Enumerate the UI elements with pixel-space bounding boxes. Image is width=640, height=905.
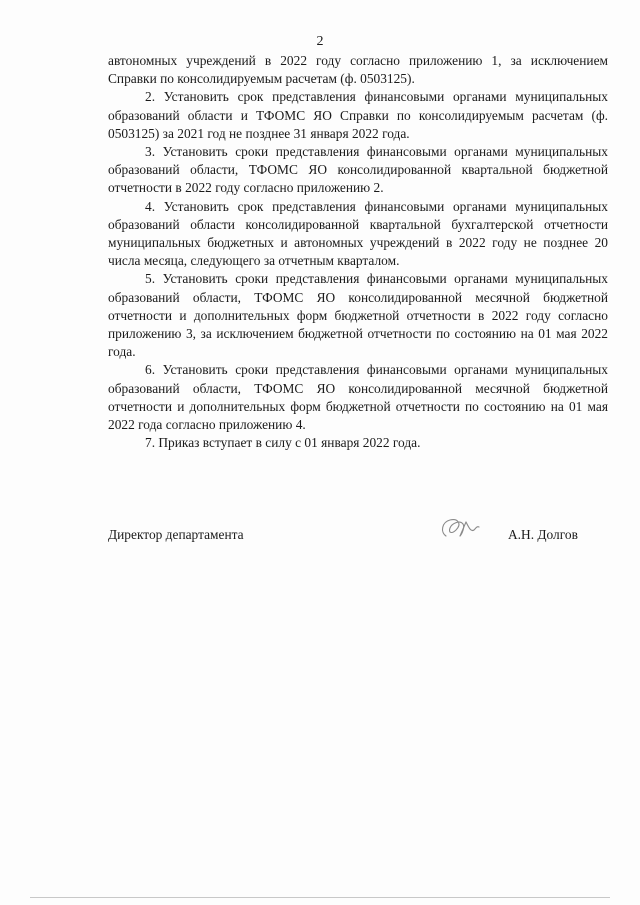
handwritten-signature [436,514,484,544]
paragraph-item-7: 7. Приказ вступает в силу с 01 января 2022 года. [145,435,421,451]
paragraph-item-5: 5. Установить сроки представления финансовыми органами муниципальных образований области, ТФОМС ЯО консолидированной месячной бюджетной отчетности и дополнительных форм бюджетной отчетности в 2022 году согласно приложению 3, за исключением бюджетной отчетности по состоянию на 01 мая 2022 года. [108,271,608,360]
paragraph-item-4: 4. Установить срок представления финансовыми органами муниципальных образований области консолидированной квартальной бухгалтерской отчетности муниципальных бюджетных и автономных учреждений в 2022 году не позднее 20 числа месяца, следующего за отчетным кварталом. [108,198,608,269]
signer-name: А.Н. Долгов [508,527,578,542]
document-body [108,52,608,452]
paragraph-item-2: 2. Установить срок представления финансовыми органами муниципальных образований области и ТФОМС ЯО Справки по консолидируемым расчетам (ф. 0503125) за 2021 год не позднее 31 января 2022 года. [108,89,608,141]
scan-edge-divider [30,897,610,898]
paragraph-continuation: автономных учреждений в 2022 году согласно приложению 1, за исключением Справки по консолидируемым расчетам (ф. 0503125). [108,53,608,87]
page-number: 2 [316,34,324,49]
paragraph-item-3: 3. Установить сроки представления финансовыми органами муниципальных образований области, ТФОМС ЯО консолидированной квартальной бюджетной отчетности в 2022 году согласно приложению 2. [108,144,608,196]
paragraph-item-6: 6. Установить сроки представления финансовыми органами муниципальных образований области, ТФОМС ЯО консолидированной месячной бюджетной отчетности и дополнительных форм бюджетной отчетности по состоянию на 01 мая 2022 года согласно приложению 4. [108,362,608,433]
signer-title: Директор департамента [108,527,244,542]
signature-block [108,524,608,548]
